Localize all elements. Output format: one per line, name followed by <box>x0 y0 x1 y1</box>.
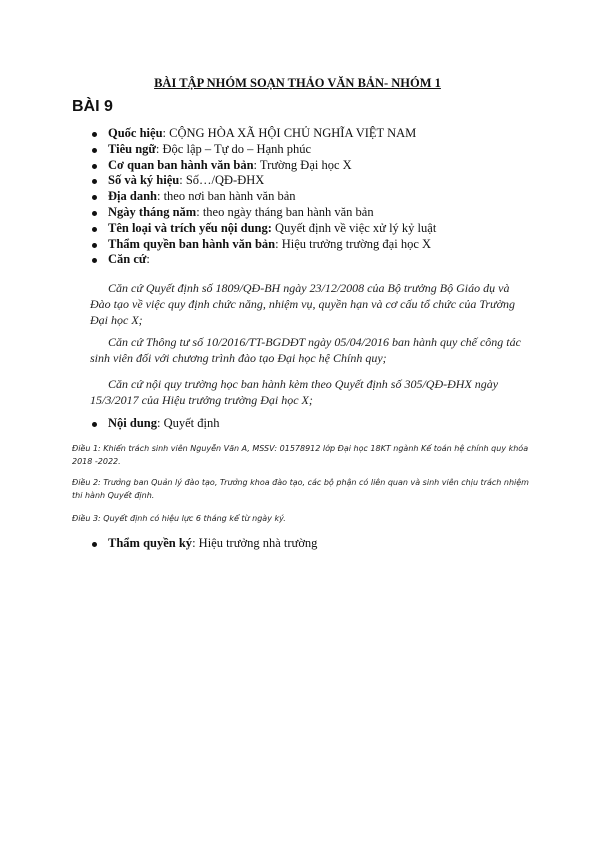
item-value: : theo nơi ban hành văn bản <box>156 189 296 204</box>
article-3: Điều 3: Quyết định có hiệu lực 6 tháng kể từ ngày ký. <box>72 514 286 523</box>
item-label: Căn cứ <box>108 252 147 267</box>
list-item-tham-quyen <box>90 237 436 253</box>
document-elements-list <box>90 126 436 268</box>
item-value: : Số…/QĐ-ĐHX <box>179 173 265 188</box>
item-value: : Quyết định <box>156 416 220 430</box>
list-item-ten-loai <box>90 221 436 237</box>
item-value: : Hiệu trưởng trường đại học X <box>275 236 432 251</box>
item-label: Thẩm quyền ban hành văn bản <box>108 236 276 251</box>
list-item-tham-quyen-ky <box>90 536 317 552</box>
item-label: Địa danh <box>108 189 157 204</box>
item-label: Tiêu ngữ <box>108 141 156 156</box>
lesson-heading: BÀI 9 <box>72 98 113 115</box>
basis-paragraph: Căn cứ Quyết định số 1809/QĐ-BH ngày 23/12/2008 của Bộ trưởng Bộ Giáo dụ và Đào tạo về việc quy định chức năng, nhiệm vụ, quyền hạn và cơ cấu tổ chức của Trường Đại học X; <box>90 281 515 327</box>
item-value: : theo ngày tháng ban hành văn bản <box>196 204 374 219</box>
item-value: : CỘNG HÒA XÃ HỘI CHỦ NGHĨA VIỆT NAM <box>162 126 417 140</box>
item-value: Quyết định về việc xử lý kỷ luật <box>271 220 437 235</box>
item-label: Nội dung <box>108 416 157 430</box>
list-item-quoc-hieu <box>90 126 436 142</box>
list-item-so-ky-hieu <box>90 173 436 189</box>
basis-paragraph: Căn cứ nội quy trường học ban hành kèm theo Quyết định số 305/QĐ-ĐHX ngày 15/3/2017 của Hiệu trưởng trường Đại học X; <box>90 377 499 407</box>
item-label: Ngày tháng năm <box>108 204 197 219</box>
basis-paragraph: Căn cứ Thông tư số 10/2016/TT-BGDĐT ngày 05/04/2016 ban hành quy chế công tác sinh viên đối với chương trình đào tạo Đại học hệ Chính quy; <box>90 335 521 365</box>
list-item-co-quan <box>90 158 436 174</box>
list-item-dia-danh <box>90 189 436 205</box>
item-label: Cơ quan ban hành văn bản <box>108 157 254 172</box>
item-value: : Độc lập – Tự do – Hạnh phúc <box>155 141 312 156</box>
item-label: Quốc hiệu <box>108 126 163 140</box>
item-value: : Hiệu trưởng nhà trường <box>192 536 318 550</box>
item-label: Tên loại và trích yếu nội dung: <box>108 220 272 235</box>
list-item-noi-dung <box>90 416 219 432</box>
list-item-ngay-thang <box>90 205 436 221</box>
list-item-tieu-ngu <box>90 142 436 158</box>
document-title: BÀI TẬP NHÓM SOẠN THẢO VĂN BẢN- NHÓM 1 <box>154 76 441 90</box>
list-item-can-cu <box>90 252 436 268</box>
article-2: Điều 2: Trưởng ban Quản lý đào tạo, Trưởng khoa đào tạo, các bộ phận có liên quan và sinh viên chịu trách nhiệm thi hành Quyết định. <box>72 478 529 500</box>
item-label: Thẩm quyền ký <box>108 536 193 550</box>
item-label: Số và ký hiệu <box>108 173 180 188</box>
article-1: Điều 1: Khiển trách sinh viên Nguyễn Văn A, MSSV: 01578912 lớp Đại học 18KT ngành Kế toán hệ chính quy khóa 2018 -2022. <box>72 444 529 466</box>
item-value: : Trường Đại học X <box>253 157 352 172</box>
item-value: : <box>146 252 150 267</box>
